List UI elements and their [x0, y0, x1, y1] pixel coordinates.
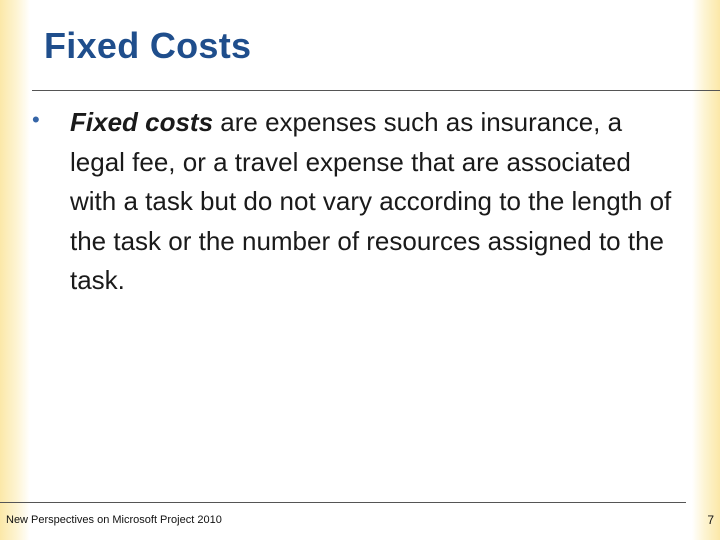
- title-divider: [32, 90, 720, 91]
- footer-text: New Perspectives on Microsoft Project 2010: [6, 514, 222, 526]
- slide-title: Fixed Costs: [44, 25, 252, 66]
- right-decorative-band: [692, 0, 720, 540]
- page-number: 7: [707, 513, 714, 527]
- bullet-emphasis: Fixed costs: [70, 107, 214, 137]
- bullet-item: [32, 103, 672, 301]
- bullet-icon: •: [32, 107, 40, 132]
- slide-body: [32, 103, 672, 301]
- footer-divider: [0, 502, 686, 503]
- left-decorative-band: [0, 0, 30, 540]
- bullet-text: are expenses such as insurance, a legal fee, or a travel expense that are associated with a task but do not vary according to the length of the task or the number of resources assigned to the task.: [70, 107, 672, 296]
